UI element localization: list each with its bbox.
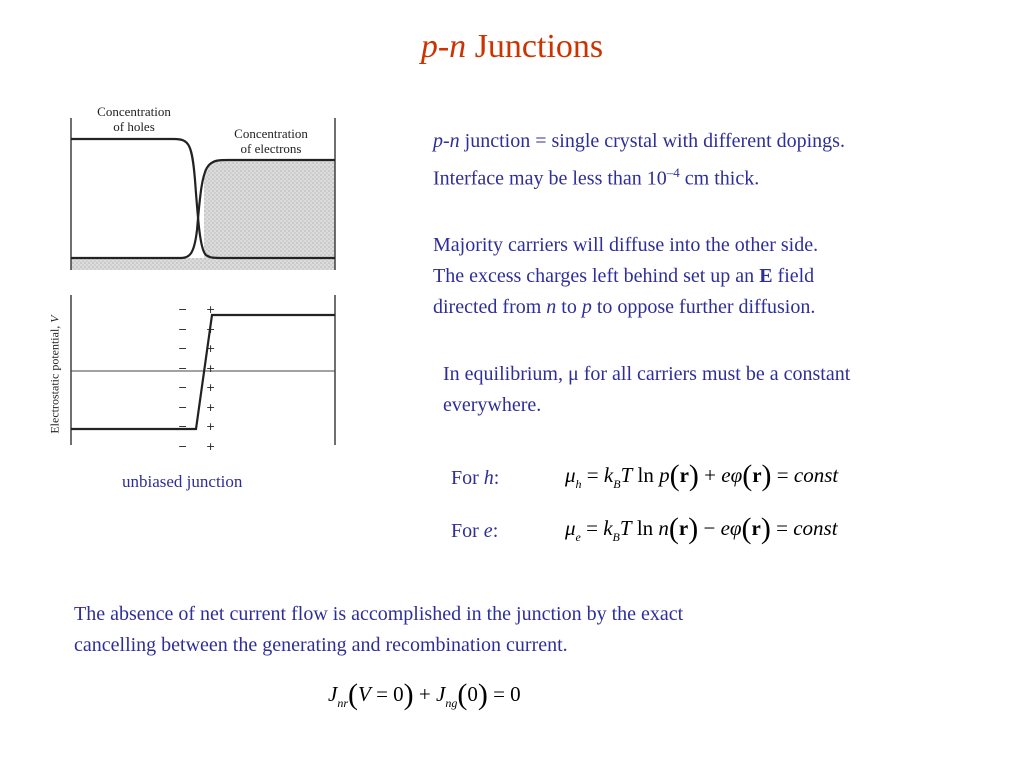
eq-j-rparen1: ) xyxy=(403,678,414,711)
minus-sign: − xyxy=(178,361,188,375)
equation-e xyxy=(565,512,838,545)
eq-e-T: T xyxy=(619,516,632,540)
minus-sign: − xyxy=(178,439,188,453)
for-e-var: e xyxy=(483,520,493,542)
minus-sign: − xyxy=(178,420,188,433)
minus-sign: − xyxy=(178,400,188,414)
plus-sign: + xyxy=(206,303,216,316)
eq-e-sub: e xyxy=(575,530,581,544)
eq-h-lparen: ( xyxy=(669,459,680,492)
for-h-label xyxy=(451,463,499,494)
charge-row xyxy=(178,359,228,379)
title-italic: p-n xyxy=(420,28,467,65)
paragraph-current xyxy=(74,599,683,661)
eq-e-eq2: = xyxy=(770,516,794,540)
concentration-diagram xyxy=(64,110,344,275)
slide-title xyxy=(0,28,1024,66)
plus-sign: + xyxy=(206,439,216,453)
minus-sign: − xyxy=(178,322,188,336)
n-italic: n xyxy=(546,296,557,318)
pn-italic: p-n xyxy=(433,130,460,152)
eq-j-sub2: ng xyxy=(445,696,458,710)
eq-h-eq2: = xyxy=(771,463,794,487)
eq-e-rparen: ) xyxy=(688,512,699,545)
eq-h-sub: h xyxy=(575,477,582,491)
definition-line2 xyxy=(433,157,845,195)
eq-e-r2: r xyxy=(751,516,761,540)
eq-j-eq1: = 0 xyxy=(370,682,404,706)
e-field-bold: E xyxy=(759,265,773,287)
charge-column xyxy=(178,300,228,456)
label-holes-line2: of holes xyxy=(113,119,155,134)
minus-sign: − xyxy=(178,303,188,316)
eq-h-lparen2: ( xyxy=(742,459,753,492)
equilibrium-line1: In equilibrium, μ for all carriers must be a constant xyxy=(443,363,851,385)
eq-h-eq: = xyxy=(581,463,604,487)
exponent: –4 xyxy=(666,165,680,180)
eq-e-rparen2: ) xyxy=(760,512,771,545)
charge-row xyxy=(178,300,228,320)
diffusion-line3-pre: directed from xyxy=(433,296,547,318)
current-line2: cancelling between the generating and recombination current. xyxy=(74,634,568,656)
diffusion-line2-post: field xyxy=(772,265,815,287)
charge-row xyxy=(178,437,228,457)
eq-j-J1: J xyxy=(328,682,338,706)
diffusion-line2 xyxy=(433,261,818,292)
eq-e-phi: φ xyxy=(729,516,742,540)
interface-unit: cm thick. xyxy=(679,167,760,190)
eq-h-mu: μ xyxy=(565,463,576,487)
eq-e-mu: μ xyxy=(565,516,576,540)
for-h-colon: : xyxy=(493,467,500,489)
for-h-var: h xyxy=(483,467,494,489)
for-h-prefix: For xyxy=(451,467,484,489)
paragraph-equilibrium xyxy=(443,359,850,421)
eq-h-k: k xyxy=(603,463,614,487)
eq-j-zero: 0 xyxy=(467,682,478,706)
plus-sign: + xyxy=(206,420,216,433)
eq-j-sub1: nr xyxy=(337,696,348,710)
charge-row xyxy=(178,417,228,437)
charge-row xyxy=(178,339,228,359)
eq-h-var: p xyxy=(659,463,670,487)
figure-caption: unbiased junction xyxy=(122,472,243,491)
eq-e-var: n xyxy=(658,516,669,540)
eq-j-J2: J xyxy=(436,682,446,706)
current-line1: The absence of net current flow is accomplished in the junction by the exact xyxy=(74,603,684,625)
plus-sign: + xyxy=(206,400,216,414)
eq-e-e: e xyxy=(720,516,730,540)
eq-e-lparen: ( xyxy=(668,512,679,545)
for-e-label xyxy=(451,516,498,547)
paragraph-definition xyxy=(433,126,845,195)
label-electrons-line1: Concentration xyxy=(234,126,308,141)
eq-h-phi: φ xyxy=(730,463,743,487)
potential-ylabel xyxy=(48,300,63,450)
eq-h-T: T xyxy=(620,463,633,487)
eq-e-ln: ln xyxy=(631,516,659,540)
eq-j-lparen2: ( xyxy=(457,678,468,711)
for-e-colon: : xyxy=(492,520,499,542)
plus-sign: + xyxy=(206,342,216,355)
title-rest: Junctions xyxy=(466,28,604,65)
equation-h xyxy=(565,459,839,492)
plus-sign: + xyxy=(206,361,216,375)
label-holes-line1: Concentration xyxy=(97,104,171,119)
diffusion-line3 xyxy=(433,292,818,323)
plus-sign: + xyxy=(206,322,216,336)
diffusion-line2-pre: The excess charges left behind set up an xyxy=(433,265,760,287)
diffusion-line1: Majority carriers will diffuse into the other side. xyxy=(433,234,819,256)
equilibrium-line2: everywhere. xyxy=(443,394,542,416)
eq-h-r: r xyxy=(679,463,689,487)
charge-row xyxy=(178,398,228,418)
plus-sign: + xyxy=(206,381,216,394)
eq-e-op: − xyxy=(698,516,721,540)
minus-sign: − xyxy=(178,381,188,394)
eq-j-V: V xyxy=(358,682,371,706)
eq-h-rparen: ) xyxy=(688,459,699,492)
ylabel-text: Electrostatic potential, xyxy=(47,322,62,434)
equation-current xyxy=(328,678,521,711)
eq-h-r2: r xyxy=(752,463,762,487)
eq-h-rparen2: ) xyxy=(761,459,772,492)
eq-h-op: + xyxy=(698,463,722,487)
eq-j-rparen2: ) xyxy=(477,678,488,711)
charge-row xyxy=(178,378,228,398)
ylabel-var: V xyxy=(47,315,62,323)
electron-region xyxy=(204,160,335,270)
eq-e-eq: = xyxy=(580,516,604,540)
eq-e-ksub: B xyxy=(612,530,620,544)
paragraph-diffusion xyxy=(433,230,818,323)
diffusion-line3-mid: to xyxy=(556,296,582,318)
eq-h-ln: ln xyxy=(632,463,660,487)
label-electrons-line2: of electrons xyxy=(240,141,302,156)
definition-text: junction = single crystal with different dopings. xyxy=(459,130,845,152)
eq-e-const: const xyxy=(793,516,838,540)
eq-e-r: r xyxy=(678,516,689,540)
minus-sign: − xyxy=(178,342,188,355)
eq-h-const: const xyxy=(793,463,839,487)
eq-h-e: e xyxy=(721,463,731,487)
eq-j-plus: + xyxy=(413,682,437,706)
for-e-prefix: For xyxy=(451,520,484,542)
eq-j-lparen1: ( xyxy=(348,678,358,711)
charge-row xyxy=(178,320,228,340)
eq-e-lparen2: ( xyxy=(741,512,752,545)
definition-line1 xyxy=(433,126,845,157)
eq-j-eq2: = 0 xyxy=(487,682,521,706)
interface-text: Interface may be less than 10 xyxy=(433,167,667,190)
eq-h-ksub: B xyxy=(613,477,621,491)
p-italic: p xyxy=(581,296,592,318)
eq-e-k: k xyxy=(603,516,613,540)
diffusion-line3-post: to oppose further diffusion. xyxy=(591,296,816,318)
